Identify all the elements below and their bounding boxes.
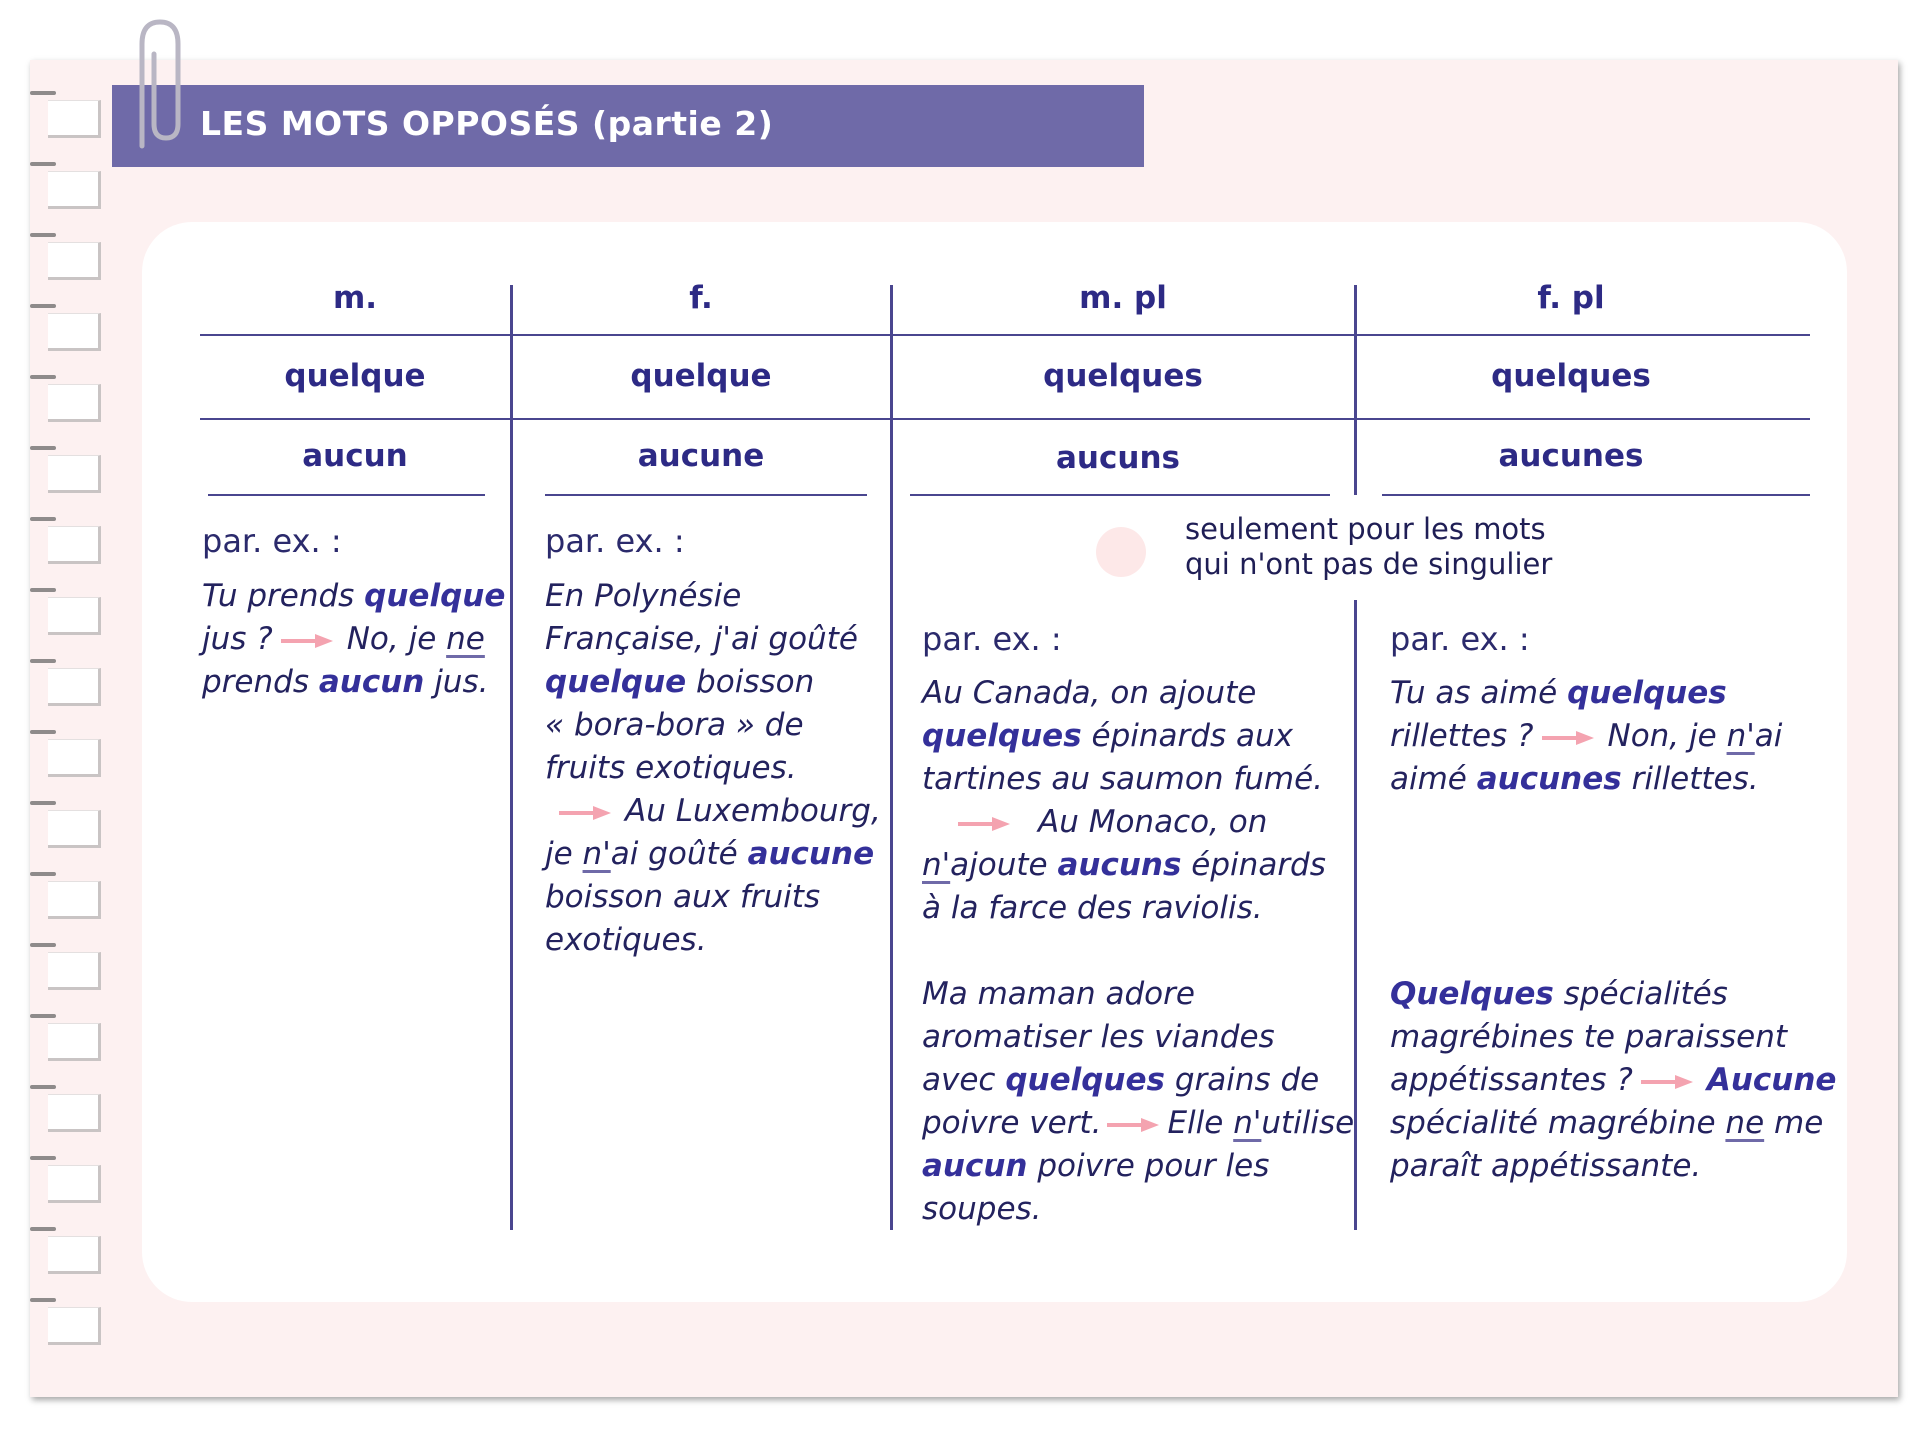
- example-text: ai: [1754, 718, 1783, 754]
- plural-note-line: qui n'ont pas de singulier: [1185, 547, 1553, 581]
- example-keyword: aucun: [318, 664, 425, 700]
- arrow-right-icon: [958, 816, 1010, 832]
- example-text: aimé: [1390, 761, 1477, 797]
- ring: [48, 1094, 101, 1132]
- example-text: No, je: [346, 621, 447, 657]
- example-text: poivre pour les: [1027, 1148, 1270, 1184]
- example-text: aromatiser les viandes: [922, 1019, 1275, 1055]
- example-text: Non, je: [1607, 718, 1727, 754]
- example-text: jus.: [424, 664, 489, 700]
- ring: [48, 881, 101, 919]
- example-text: paraît appétissante.: [1390, 1148, 1702, 1184]
- row-divider: [200, 418, 1810, 420]
- ring: [48, 1307, 101, 1345]
- negative-feminine: aucune: [637, 438, 765, 474]
- example-text: à la farce des raviolis.: [922, 890, 1263, 926]
- row-divider: [1382, 494, 1810, 496]
- ring: [48, 1165, 101, 1203]
- example-text: soupes.: [922, 1191, 1042, 1227]
- arrow-right-icon: [1542, 730, 1594, 746]
- example-label: par. ex. :: [545, 522, 685, 560]
- example-text: épinards: [1181, 847, 1326, 883]
- example-negation: n': [1726, 718, 1755, 754]
- example-negation: n': [922, 847, 951, 883]
- example-negation: n': [582, 836, 611, 872]
- example-text: Elle: [1167, 1105, 1234, 1141]
- example-text: Au Luxembourg,: [625, 793, 881, 829]
- column-divider: [510, 285, 513, 1230]
- example-negation: n': [1233, 1105, 1262, 1141]
- positive-feminine-plural: quelques: [1491, 358, 1651, 394]
- example-keyword: quelque: [545, 664, 687, 700]
- ring: [48, 952, 101, 990]
- example-label: par. ex. :: [1390, 620, 1530, 658]
- example-text: Au Canada, on ajoute: [922, 675, 1257, 711]
- plural-note: [1185, 512, 1552, 582]
- paperclip-icon: [120, 14, 190, 154]
- example-text: Ma maman adore: [922, 976, 1195, 1012]
- example-keyword: aucuns: [1057, 847, 1182, 883]
- header-masculine: m.: [332, 280, 378, 316]
- example-text: utilise: [1261, 1105, 1355, 1141]
- example-label: par. ex. :: [922, 620, 1062, 658]
- example-text: spécialités: [1553, 976, 1728, 1012]
- header-masculine-plural: m. pl: [1079, 280, 1167, 316]
- example-text: avec: [922, 1062, 1006, 1098]
- example-keyword: aucun: [922, 1148, 1028, 1184]
- ring: [48, 455, 101, 493]
- positive-masculine: quelque: [284, 358, 426, 394]
- example-text: rillettes.: [1621, 761, 1759, 797]
- ring: [48, 313, 101, 351]
- example-negation: ne: [446, 621, 485, 657]
- example-text: rillettes ?: [1390, 718, 1534, 754]
- row-divider: [208, 494, 485, 496]
- ring: [48, 242, 101, 280]
- negative-feminine-plural: aucunes: [1498, 438, 1644, 474]
- arrow-right-icon: [559, 805, 611, 821]
- example-text: ai goûté: [610, 836, 748, 872]
- ring: [48, 1023, 101, 1061]
- header-feminine: f.: [689, 280, 713, 316]
- note-dot: [1096, 527, 1146, 577]
- column-divider: [890, 285, 893, 1230]
- arrow-right-icon: [1107, 1117, 1159, 1133]
- example-text: tartines au saumon fumé.: [922, 761, 1324, 797]
- negative-masculine-plural: aucuns: [1056, 440, 1180, 476]
- example-keyword: Quelques: [1390, 976, 1554, 1012]
- ring: [48, 739, 101, 777]
- example-text: Tu prends: [202, 578, 365, 614]
- positive-masculine-plural: quelques: [1043, 358, 1203, 394]
- example-masculine-plural-1: [922, 672, 1326, 930]
- ring: [48, 597, 101, 635]
- ring: [48, 526, 101, 564]
- example-text: Au Monaco, on: [1038, 804, 1268, 840]
- example-text: jus ?: [202, 621, 273, 657]
- example-text: En Polynésie: [545, 578, 742, 614]
- example-text: me: [1764, 1105, 1824, 1141]
- arrow-right-icon: [1641, 1074, 1693, 1090]
- example-label: par. ex. :: [202, 522, 342, 560]
- example-masculine-plural-2: [922, 973, 1354, 1231]
- example-text: exotiques.: [545, 922, 707, 958]
- arrow-right-icon: [281, 633, 333, 649]
- example-text: grains de: [1164, 1062, 1320, 1098]
- example-text: épinards aux: [1081, 718, 1293, 754]
- example-text: fruits exotiques.: [545, 750, 797, 786]
- example-text: magrébines te paraissent: [1390, 1019, 1787, 1055]
- ring: [48, 384, 101, 422]
- example-text: poivre vert.: [922, 1105, 1102, 1141]
- example-text: « bora-bora » de: [545, 707, 804, 743]
- column-divider: [1354, 600, 1357, 1230]
- ring: [48, 100, 101, 138]
- example-text: boisson aux fruits: [545, 879, 821, 915]
- example-feminine-plural-2: [1390, 973, 1836, 1188]
- example-text: prends: [202, 664, 319, 700]
- row-divider: [910, 494, 1330, 496]
- ring: [48, 1236, 101, 1274]
- example-keyword: quelques: [1567, 675, 1727, 711]
- example-text: appétissantes ?: [1390, 1062, 1633, 1098]
- example-masculine: [202, 575, 505, 704]
- example-keyword: aucune: [747, 836, 875, 872]
- example-text: boisson: [686, 664, 815, 700]
- example-text: spécialité magrébine: [1390, 1105, 1726, 1141]
- example-keyword: quelque: [364, 578, 506, 614]
- row-divider: [200, 334, 1810, 336]
- example-keyword: quelques: [1005, 1062, 1165, 1098]
- example-text: Française, j'ai goûté: [545, 621, 858, 657]
- example-text: je: [545, 836, 583, 872]
- row-divider: [545, 494, 867, 496]
- negative-masculine: aucun: [302, 438, 408, 474]
- ring: [48, 810, 101, 848]
- header-feminine-plural: f. pl: [1537, 280, 1605, 316]
- example-negation: ne: [1725, 1105, 1765, 1141]
- example-text: Tu as aimé: [1390, 675, 1568, 711]
- example-feminine-plural-1: [1390, 672, 1782, 801]
- page-title: LES MOTS OPPOSÉS (partie 2): [200, 104, 774, 143]
- plural-note-line: seulement pour les mots: [1185, 512, 1546, 546]
- ring: [48, 668, 101, 706]
- example-text: ajoute: [950, 847, 1058, 883]
- example-keyword: Aucune: [1706, 1062, 1837, 1098]
- example-keyword: quelques: [922, 718, 1082, 754]
- ring: [48, 171, 101, 209]
- positive-feminine: quelque: [630, 358, 772, 394]
- example-feminine: [545, 575, 881, 962]
- example-keyword: aucunes: [1476, 761, 1622, 797]
